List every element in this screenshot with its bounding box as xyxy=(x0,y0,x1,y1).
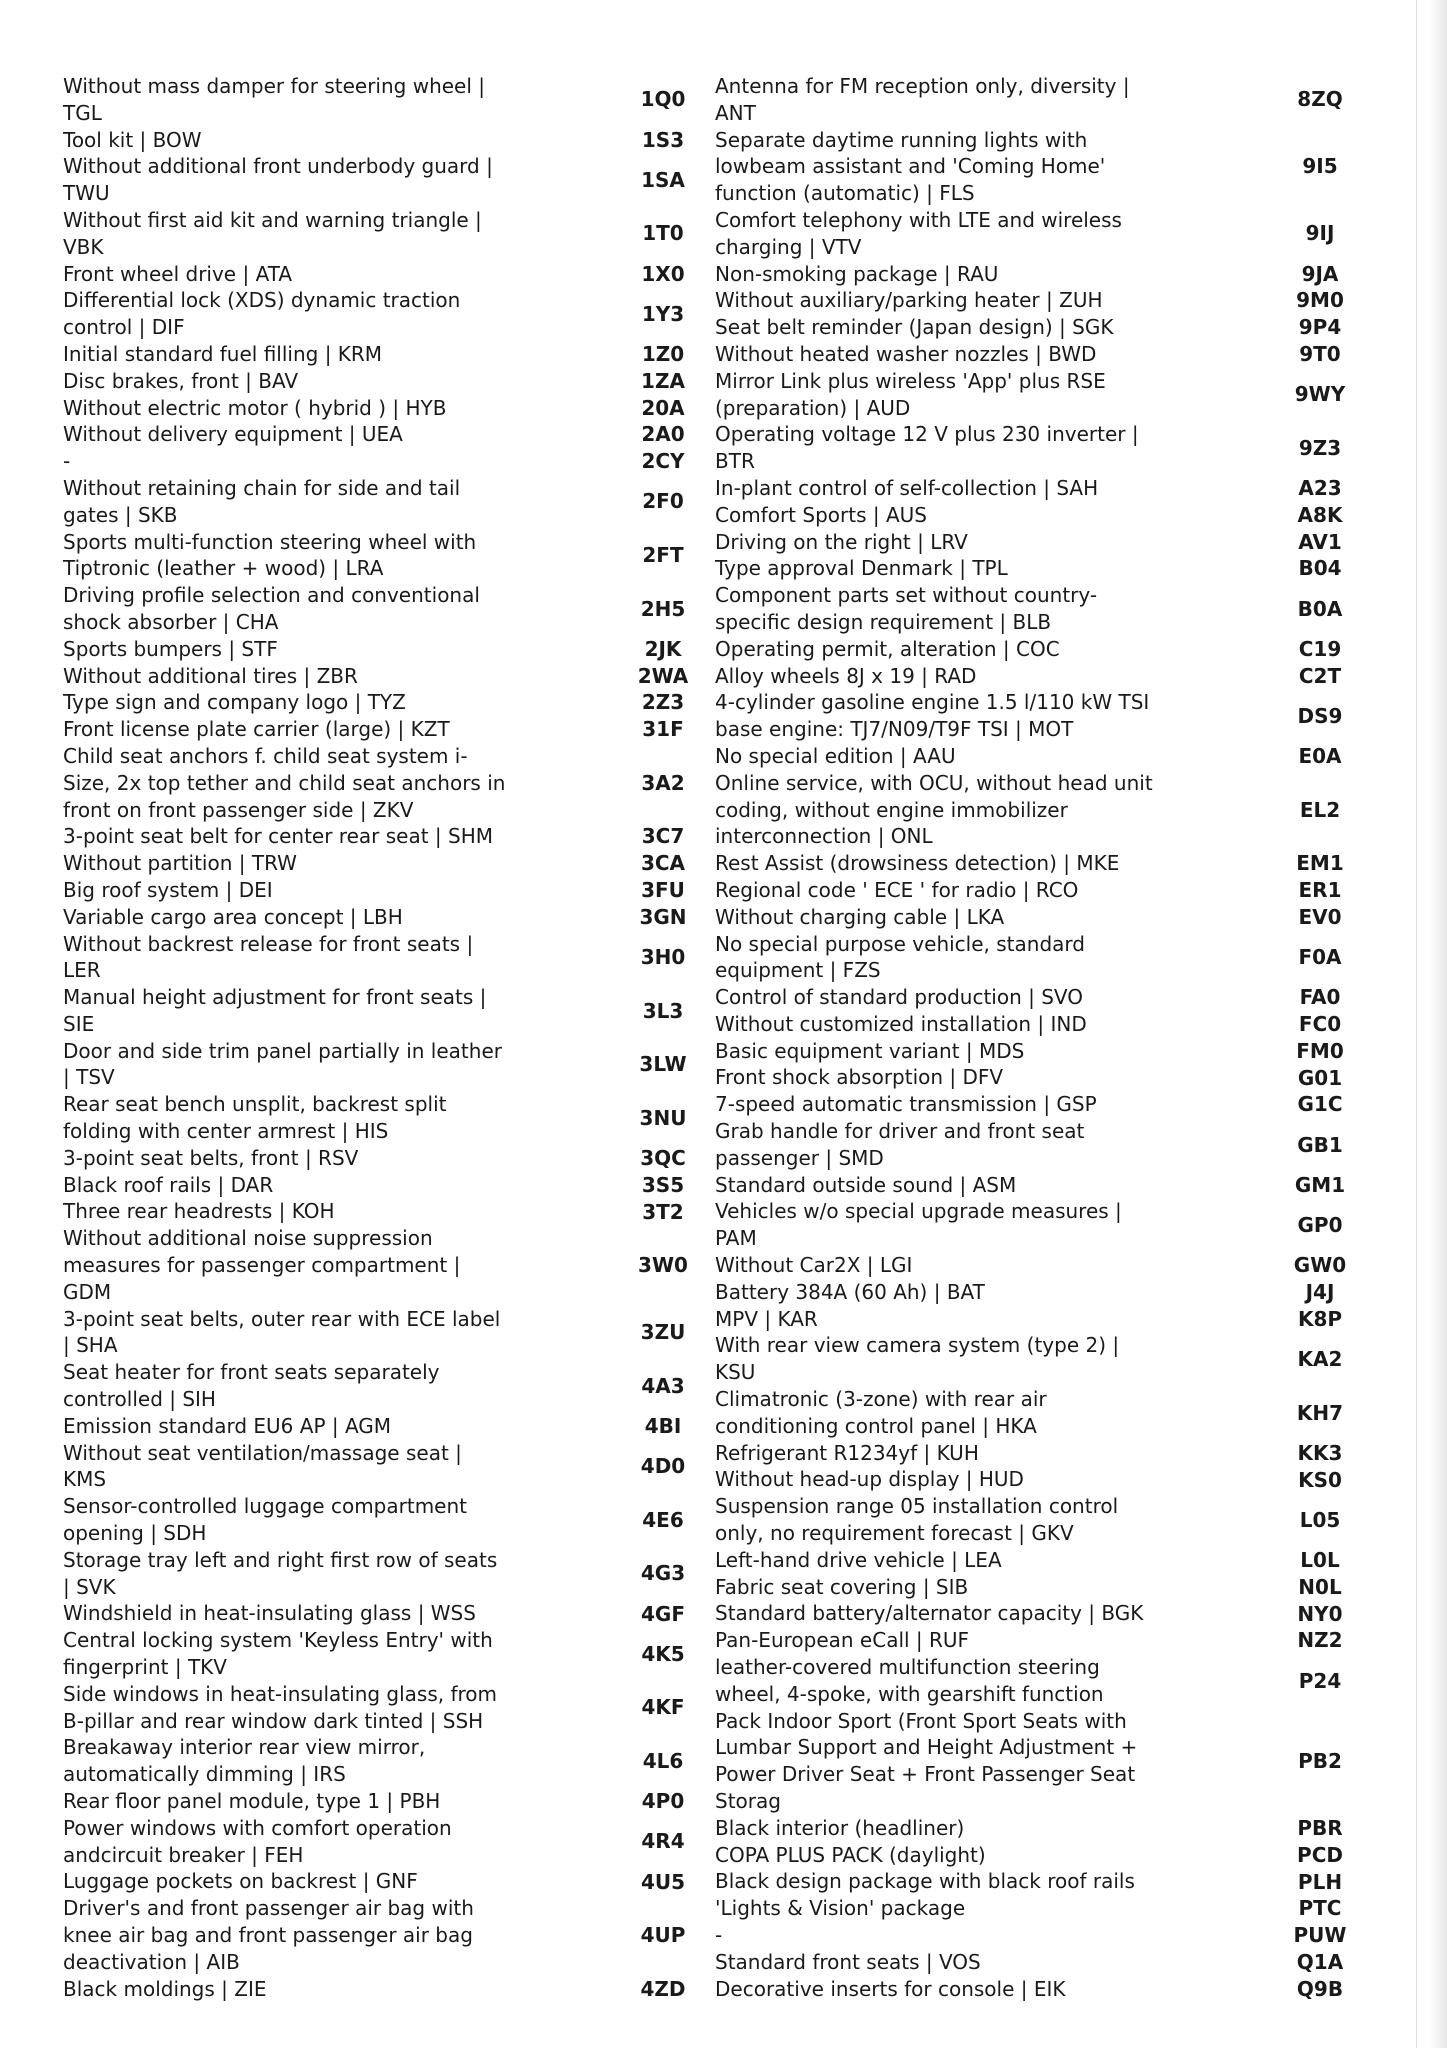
option-description: Without retaining chain for side and tail gates | SKB xyxy=(63,475,461,527)
option-description: Black moldings | ZIE xyxy=(63,1976,267,2001)
scan-edge-shadow xyxy=(1429,0,1447,2048)
option-code: 9M0 xyxy=(1296,288,1344,313)
option-description: Windshield in heat-insulating glass | WSS xyxy=(63,1601,476,1626)
option-code: 3QC xyxy=(640,1146,686,1170)
option-code: 3C7 xyxy=(641,824,685,849)
option-code: Q1A xyxy=(1296,1950,1344,1974)
left-description-column xyxy=(63,73,523,2002)
option-description: Pack Indoor Sport (Front Sport Seats with Lumbar Support and Height Adjustment + Power Driver Seat + Front Passenger Seat Storag xyxy=(715,1708,1138,1813)
option-description: Comfort Sports | AUS xyxy=(715,502,927,527)
option-description: Basic equipment variant | MDS xyxy=(715,1038,1025,1063)
option-description: Door and side trim panel partially in leather | TSV xyxy=(63,1038,502,1090)
option-description: Central locking system 'Keyless Entry' with fingerprint | TKV xyxy=(63,1628,493,1680)
option-description: Front license plate carrier (large) | KZT xyxy=(63,717,450,742)
option-code: 2A0 xyxy=(641,422,685,447)
option-code: FC0 xyxy=(1298,1012,1342,1036)
option-description: Tool kit | BOW xyxy=(63,127,202,152)
option-code: KA2 xyxy=(1297,1347,1343,1371)
option-code: 1Z0 xyxy=(641,342,685,366)
option-description: Three rear headrests | KOH xyxy=(63,1199,335,1224)
option-code: 4E6 xyxy=(642,1507,684,1532)
option-code: L05 xyxy=(1299,1507,1341,1532)
option-code: 9P4 xyxy=(1298,315,1342,340)
option-description: Front wheel drive | ATA xyxy=(63,261,293,286)
option-description: Mirror Link plus wireless 'App' plus RSE (preparation) | AUD xyxy=(715,368,1106,420)
option-description: Operating voltage 12 V plus 230 inverter | BTR xyxy=(715,422,1139,474)
option-code: P24 xyxy=(1298,1668,1342,1693)
option-description: Left-hand drive vehicle | LEA xyxy=(715,1547,1002,1572)
option-code: NY0 xyxy=(1297,1601,1343,1626)
option-description: Without auxiliary/parking heater | ZUH xyxy=(715,288,1103,313)
option-description: MPV | KAR xyxy=(715,1306,818,1331)
option-description: Driving on the right | LRV xyxy=(715,529,968,554)
option-code: 1Y3 xyxy=(641,301,685,326)
option-code: 3ZU xyxy=(640,1320,686,1345)
option-code: GB1 xyxy=(1297,1132,1343,1157)
option-code: 4ZD xyxy=(640,1976,686,2001)
option-code: 9WY xyxy=(1294,382,1346,407)
option-code: 9I5 xyxy=(1302,154,1338,179)
option-description: Without electric motor ( hybrid ) | HYB xyxy=(63,395,447,420)
option-description: Type approval Denmark | TPL xyxy=(715,556,1008,581)
option-description: Standard front seats | VOS xyxy=(715,1949,981,1974)
option-description: Without additional noise suppression measures for passenger compartment | GDM xyxy=(63,1226,461,1304)
option-code: 1SA xyxy=(641,167,685,192)
option-description: Type sign and company logo | TYZ xyxy=(63,690,406,715)
option-code: 1X0 xyxy=(641,261,685,286)
option-code: 4GF xyxy=(641,1601,685,1626)
option-code: 3FU xyxy=(641,878,685,902)
option-code: 1S3 xyxy=(641,127,685,152)
option-code: F0A xyxy=(1298,945,1342,969)
option-code: 3W0 xyxy=(638,1253,688,1278)
option-description: leather-covered multifunction steering wheel, 4-spoke, with gearshift function xyxy=(715,1655,1104,1706)
option-code: ER1 xyxy=(1298,878,1342,902)
option-description: Without backrest release for front seats | LER xyxy=(63,931,474,983)
option-code: 9Z3 xyxy=(1298,435,1342,460)
option-code: 3LW xyxy=(639,1052,687,1077)
option-code: 3T2 xyxy=(642,1199,684,1224)
option-description: Disc brakes, front | BAV xyxy=(63,368,299,393)
option-code: 2H5 xyxy=(640,596,686,621)
option-code: KS0 xyxy=(1298,1467,1342,1492)
option-description: Without additional tires | ZBR xyxy=(63,663,358,688)
option-code: KH7 xyxy=(1296,1400,1344,1425)
option-description: With rear view camera system (type 2) | KSU xyxy=(715,1333,1120,1385)
option-description: - xyxy=(715,1922,723,1947)
option-description: Rest Assist (drowsiness detection) | MKE xyxy=(715,851,1120,876)
option-code: 4R4 xyxy=(641,1829,685,1854)
option-description: Front shock absorption | DFV xyxy=(715,1065,1004,1090)
option-description: Alloy wheels 8J x 19 | RAD xyxy=(715,663,977,688)
option-description: Sensor-controlled luggage compartment opening | SDH xyxy=(63,1494,468,1546)
option-code: 3H0 xyxy=(640,945,686,969)
option-description: Non-smoking package | RAU xyxy=(715,261,999,286)
option-code: PTC xyxy=(1298,1896,1342,1921)
option-description: Fabric seat covering | SIB xyxy=(715,1574,969,1599)
option-code: N0L xyxy=(1298,1574,1342,1599)
option-description: Standard outside sound | ASM xyxy=(715,1172,1017,1197)
option-description: Separate daytime running lights with lowbeam assistant and 'Coming Home' function (automatic) | FLS xyxy=(715,127,1106,206)
option-description: Driver's and front passenger air bag with knee air bag and front passenger air bag deactivation | AIB xyxy=(63,1896,474,1974)
option-code: 3GN xyxy=(639,904,687,929)
option-code: GW0 xyxy=(1293,1253,1347,1278)
option-code: PB2 xyxy=(1298,1749,1342,1773)
option-code: 3CA xyxy=(640,851,686,876)
option-code: 4L6 xyxy=(642,1749,684,1773)
option-code: 4K5 xyxy=(641,1641,685,1666)
option-description: Seat belt reminder (Japan design) | SGK xyxy=(715,315,1114,340)
option-description: Storage tray left and right first row of seats | SVK xyxy=(63,1547,498,1599)
option-description: Without charging cable | LKA xyxy=(715,904,1005,929)
option-description: Differential lock (XDS) dynamic traction control | DIF xyxy=(63,288,461,340)
option-code: 4G3 xyxy=(640,1561,686,1586)
option-description: Battery 384A (60 Ah) | BAT xyxy=(715,1279,985,1304)
option-description: Without heated washer nozzles | BWD xyxy=(715,341,1097,366)
option-code: A8K xyxy=(1297,502,1343,527)
option-code: 4P0 xyxy=(641,1789,685,1814)
option-description: In-plant control of self-collection | SAH xyxy=(715,475,1099,500)
option-code: 1ZA xyxy=(641,368,685,393)
option-code: 2CY xyxy=(641,449,685,474)
option-code: PBR xyxy=(1297,1816,1343,1840)
option-code: B04 xyxy=(1298,556,1342,581)
option-description: Operating permit, alteration | COC xyxy=(715,636,1060,661)
option-code: PLH xyxy=(1297,1869,1343,1894)
option-description: Suspension range 05 installation control only, no requirement forecast | GKV xyxy=(715,1494,1119,1546)
scan-fold-line xyxy=(1416,0,1417,2048)
option-description: Black roof rails | DAR xyxy=(63,1172,274,1197)
option-code: 4A3 xyxy=(641,1373,685,1398)
option-description: Black interior (headliner) xyxy=(715,1815,965,1840)
option-description: - xyxy=(63,449,71,474)
option-description: Rear floor panel module, type 1 | PBH xyxy=(63,1789,441,1813)
option-description: Without Car2X | LGI xyxy=(715,1253,913,1278)
option-code: AV1 xyxy=(1298,529,1342,554)
option-code: 3NU xyxy=(639,1105,687,1130)
option-code: 8ZQ xyxy=(1297,87,1343,112)
option-code: 3S5 xyxy=(641,1172,685,1197)
option-code: PCD xyxy=(1297,1842,1343,1867)
option-code: C2T xyxy=(1298,663,1342,688)
option-description: Grab handle for driver and front seat passenger | SMD xyxy=(715,1119,1085,1170)
right-code-column xyxy=(1270,73,1370,2003)
option-code: J4J xyxy=(1305,1280,1335,1304)
option-code: B0A xyxy=(1297,596,1343,621)
option-description: Power windows with comfort operation andcircuit breaker | FEH xyxy=(63,1815,452,1867)
option-description: Component parts set without country- specific design requirement | BLB xyxy=(715,583,1098,634)
option-description: Without seat ventilation/massage seat | KMS xyxy=(63,1440,462,1492)
option-code: 31F xyxy=(642,717,684,742)
option-code: K8P xyxy=(1297,1306,1343,1331)
option-description: Emission standard EU6 AP | AGM xyxy=(63,1413,392,1438)
option-code: 2Z3 xyxy=(641,690,685,715)
option-description: Refrigerant R1234yf | KUH xyxy=(715,1440,979,1465)
option-description: Sports multi-function steering wheel with Tiptronic (leather + wood) | LRA xyxy=(63,529,477,581)
option-code: NZ2 xyxy=(1297,1628,1343,1653)
option-code: 2JK xyxy=(644,636,682,661)
option-code: EL2 xyxy=(1299,797,1341,822)
option-description: Luggage pockets on backrest | GNF xyxy=(63,1869,418,1894)
option-code: PUW xyxy=(1293,1923,1347,1948)
option-description: Initial standard fuel filling | KRM xyxy=(63,341,383,366)
option-code: G1C xyxy=(1297,1092,1343,1117)
option-code: C19 xyxy=(1298,636,1342,661)
option-code: 4KF xyxy=(641,1695,685,1720)
option-description: Online service, with OCU, without head unit coding, without engine immobilizer interconnection | ONL xyxy=(715,770,1153,849)
option-code: 3A2 xyxy=(641,770,685,795)
option-code: 9JA xyxy=(1301,261,1339,286)
option-description: Driving profile selection and conventional shock absorber | CHA xyxy=(63,583,480,634)
option-code: 2FT xyxy=(642,543,684,567)
option-description: Breakaway interior rear view mirror, automatically dimming | IRS xyxy=(63,1735,426,1787)
option-description: Without delivery equipment | UEA xyxy=(63,422,403,447)
option-description: No special purpose vehicle, standard equipment | FZS xyxy=(715,931,1085,983)
option-code: 2WA xyxy=(637,663,689,688)
option-code: DS9 xyxy=(1297,703,1343,728)
option-code: EV0 xyxy=(1298,904,1342,929)
option-description: Decorative inserts for console | EIK xyxy=(715,1976,1066,2001)
option-description: Comfort telephony with LTE and wireless charging | VTV xyxy=(715,207,1122,259)
option-description: Without partition | TRW xyxy=(63,851,297,876)
option-description: 7-speed automatic transmission | GSP xyxy=(715,1092,1097,1117)
option-description: 3-point seat belts, outer rear with ECE label | SHA xyxy=(63,1306,501,1358)
option-description: Antenna for FM reception only, diversity | ANT xyxy=(715,74,1130,125)
option-description: Seat heater for front seats separately controlled | SIH xyxy=(63,1360,440,1412)
option-description: 3-point seat belts, front | RSV xyxy=(63,1145,359,1170)
option-code: FM0 xyxy=(1296,1038,1344,1063)
option-code: 1T0 xyxy=(642,221,684,246)
option-code: A23 xyxy=(1298,476,1342,500)
option-code: E0A xyxy=(1298,744,1342,768)
option-code: Q9B xyxy=(1296,1976,1344,2001)
option-code: 4UP xyxy=(640,1923,686,1948)
option-code: G01 xyxy=(1297,1065,1343,1090)
option-description: Pan-European eCall | RUF xyxy=(715,1628,970,1653)
option-code: FA0 xyxy=(1299,985,1341,1010)
option-description: Sports bumpers | STF xyxy=(63,636,278,661)
option-description: Big roof system | DEI xyxy=(63,877,273,902)
option-code: 3L3 xyxy=(642,998,684,1023)
option-code: 4BI xyxy=(644,1414,682,1438)
option-description: Regional code ' ECE ' for radio | RCO xyxy=(715,877,1079,902)
option-description: Without additional front underbody guard | TWU xyxy=(63,154,493,206)
option-code: 4U5 xyxy=(640,1869,686,1894)
option-code: 20A xyxy=(641,395,685,420)
option-description: 3-point seat belt for center rear seat | SHM xyxy=(63,824,493,849)
option-code: EM1 xyxy=(1296,851,1344,876)
option-code: 9IJ xyxy=(1305,221,1335,246)
option-code: 1Q0 xyxy=(640,87,686,112)
option-description: COPA PLUS PACK (daylight) xyxy=(715,1842,986,1867)
option-description: Without mass damper for steering wheel | TGL xyxy=(63,74,486,125)
option-code: L0L xyxy=(1300,1548,1340,1572)
option-description: Standard battery/alternator capacity | BGK xyxy=(715,1601,1144,1626)
option-description: Without customized installation | IND xyxy=(715,1011,1087,1036)
right-description-column xyxy=(715,73,1185,2002)
option-description: Rear seat bench unsplit, backrest split folding with center armrest | HIS xyxy=(63,1092,447,1144)
option-description: Variable cargo area concept | LBH xyxy=(63,904,403,929)
option-description: Vehicles w/o special upgrade measures | PAM xyxy=(715,1199,1122,1251)
option-code: 2F0 xyxy=(642,489,684,514)
option-code: GM1 xyxy=(1294,1172,1346,1197)
option-description: Black design package with black roof rails xyxy=(715,1869,1135,1894)
option-description: 'Lights & Vision' package xyxy=(715,1896,966,1921)
option-description: Climatronic (3-zone) with rear air conditioning control panel | HKA xyxy=(715,1387,1047,1438)
option-code: 4D0 xyxy=(640,1454,686,1479)
option-description: Manual height adjustment for front seats | SIE xyxy=(63,985,487,1036)
option-description: Without head-up display | HUD xyxy=(715,1467,1024,1492)
option-description: Side windows in heat-insulating glass, from B-pillar and rear window dark tinted | SSH xyxy=(63,1681,498,1733)
option-description: No special edition | AAU xyxy=(715,743,956,768)
option-description: 4-cylinder gasoline engine 1.5 l/110 kW TSI base engine: TJ7/N09/T9F TSI | MOT xyxy=(715,690,1150,742)
option-code: KK3 xyxy=(1297,1440,1343,1465)
option-description: Child seat anchors f. child seat system i- Size, 2x top tether and child seat anchors in front on front passenger side | ZKV xyxy=(63,743,506,822)
option-code: 9T0 xyxy=(1299,342,1341,366)
option-description: Without first aid kit and warning triangle | VBK xyxy=(63,207,482,259)
option-code: GP0 xyxy=(1297,1213,1343,1237)
option-description: Control of standard production | SVO xyxy=(715,985,1083,1010)
left-code-column xyxy=(613,73,713,2003)
